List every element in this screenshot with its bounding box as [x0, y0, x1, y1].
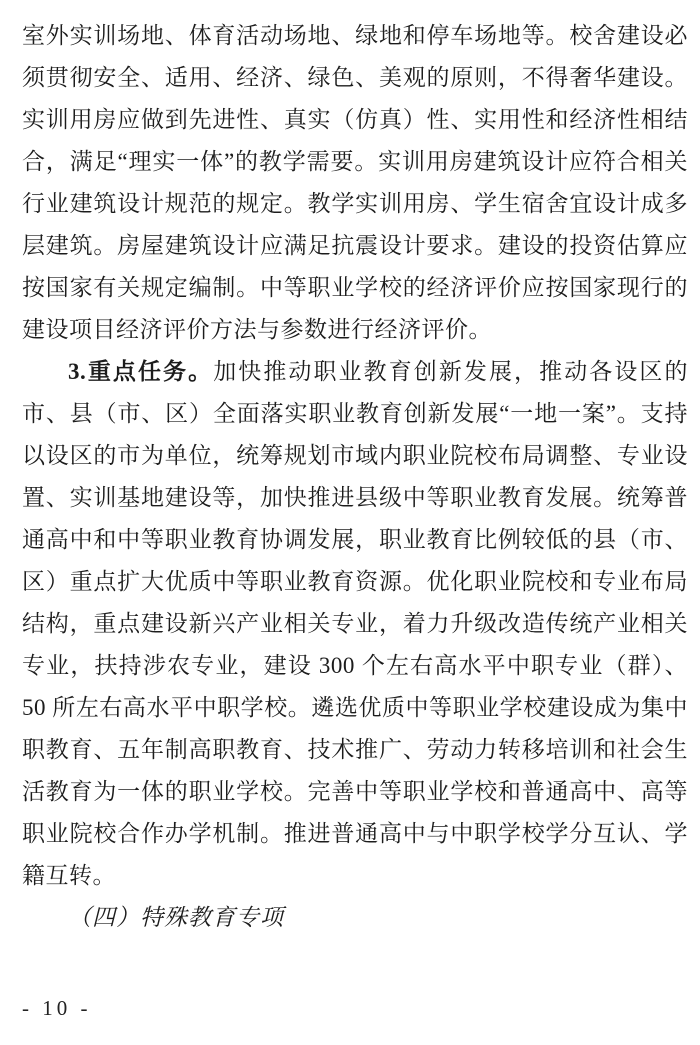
paragraph-key-tasks-lead: 3.重点任务。: [68, 359, 214, 384]
page-number: - 10 -: [22, 996, 92, 1020]
paragraph-key-tasks-body: 加快推动职业教育创新发展，推动各设区的市、县（市、区）全面落实职业教育创新发展“一地一案”。支持以设区的市为单位，统筹规划市域内职业院校布局调整、专业设置、实训基地建设等，加快推进县级中等职业教育发展。统筹普通高中和中等职业教育协调发展，职业教育比例较低的县（市、区）重点扩大优质中等职业教育资源。优化职业院校和专业布局结构，重点建设新兴产业相关专业，着力升级改造传统产业相关专业，扶持涉农专业，建设 300 个左右高水平中职专业（群）、50 所左右高水平中职学校。遴选优质中等职业学校建设成为集中职教育、五年制高职教育、技术推广、劳动力转移培训和社会生活教育为一体的职业学校。完善中等职业学校和普通高中、高等职业院校合作办学机制。推进普通高中与中职学校学分互认、学籍互转。: [22, 359, 689, 888]
paragraph-continuation: 室外实训场地、体育活动场地、绿地和停车场地等。校舍建设必须贯彻安全、适用、经济、绿色、美观的原则，不得奢华建设。实训用房应做到先进性、真实（仿真）性、实用性和经济性相结合，满足“理实一体”的教学需要。实训用房建筑设计应符合相关行业建筑设计规范的规定。教学实训用房、学生宿舍宜设计成多层建筑。房屋建筑设计应满足抗震设计要求。建设的投资估算应按国家有关规定编制。中等职业学校的经济评价应按国家现行的建设项目经济评价方法与参数进行经济评价。: [22, 23, 688, 342]
paragraph-key-tasks: [22, 351, 688, 897]
section-heading-special-education: （四）特殊教育专项: [68, 905, 284, 930]
